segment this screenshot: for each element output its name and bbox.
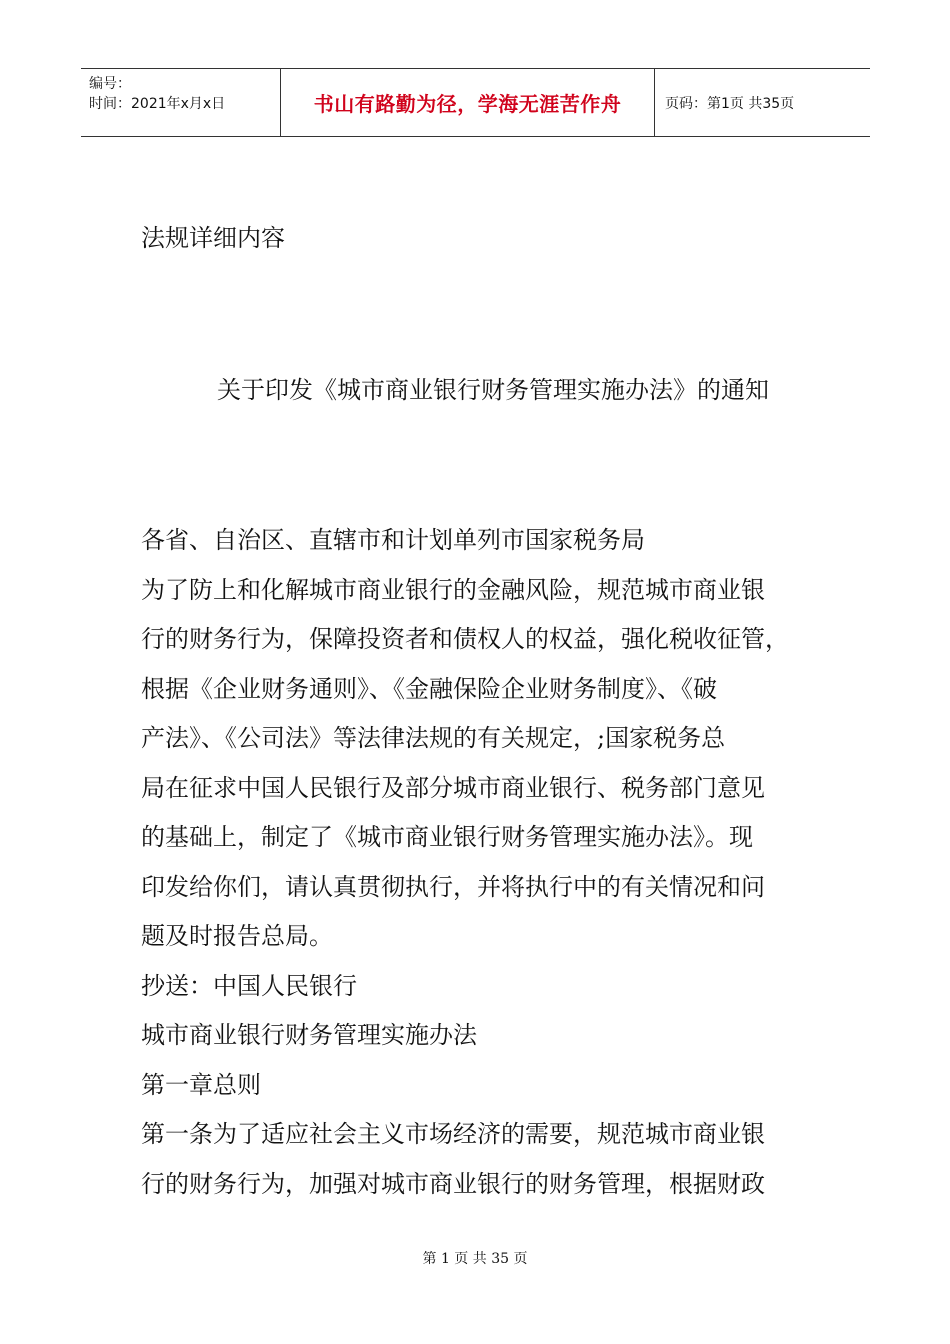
body-line: 第一条为了适应社会主义市场经济的需要，规范城市商业银	[141, 1120, 765, 1148]
body-line: 各省、自治区、直辖市和计划单列市国家税务局	[141, 526, 645, 554]
body-line: 抄送：中国人民银行	[141, 971, 357, 1000]
body-line: 题及时报告总局。	[141, 922, 333, 950]
document-number-label: 编号：	[89, 76, 131, 92]
page-footer: 第 1 页 共 35 页	[422, 1251, 528, 1267]
body-line: 局在征求中国人民银行及部分城市商业银行、税务部门意见	[141, 773, 765, 802]
header-page-cell	[655, 69, 870, 136]
body-line: 第一章总则	[141, 1070, 261, 1099]
body-line: 行的财务行为，加强对城市商业银行的财务管理，根据财政	[141, 1169, 765, 1198]
document-body	[141, 516, 841, 1209]
body-line: 印发给你们，请认真贯彻执行，并将执行中的有关情况和问	[141, 872, 765, 901]
body-line: 根据《企业财务通则》、《金融保险企业财务制度》、《破	[141, 674, 717, 703]
header-page-info: 页码：第1页 共35页	[665, 95, 795, 112]
header-motto: 书山有路勤为径，学海无涯苦作舟	[313, 92, 622, 116]
document-header-table	[81, 68, 870, 137]
body-line: 的基础上，制定了《城市商业银行财务管理实施办法》。现	[141, 823, 753, 851]
body-line: 城市商业银行财务管理实施办法	[141, 1021, 477, 1049]
header-meta-cell	[81, 69, 281, 136]
body-line: 行的财务行为，保障投资者和债权人的权益，强化税收征管，	[141, 625, 789, 653]
header-motto-cell	[281, 69, 655, 136]
document-time-label: 时间：2021年x月x日	[89, 96, 226, 112]
body-line: 为了防上和化解城市商业银行的金融风险，规范城市商业银	[141, 575, 765, 604]
body-line: 产法》、《公司法》等法律法规的有关规定，;国家税务总	[141, 724, 726, 752]
section-title: 法规详细内容	[141, 224, 285, 252]
document-title: 关于印发《城市商业银行财务管理实施办法》的通知	[217, 376, 769, 404]
